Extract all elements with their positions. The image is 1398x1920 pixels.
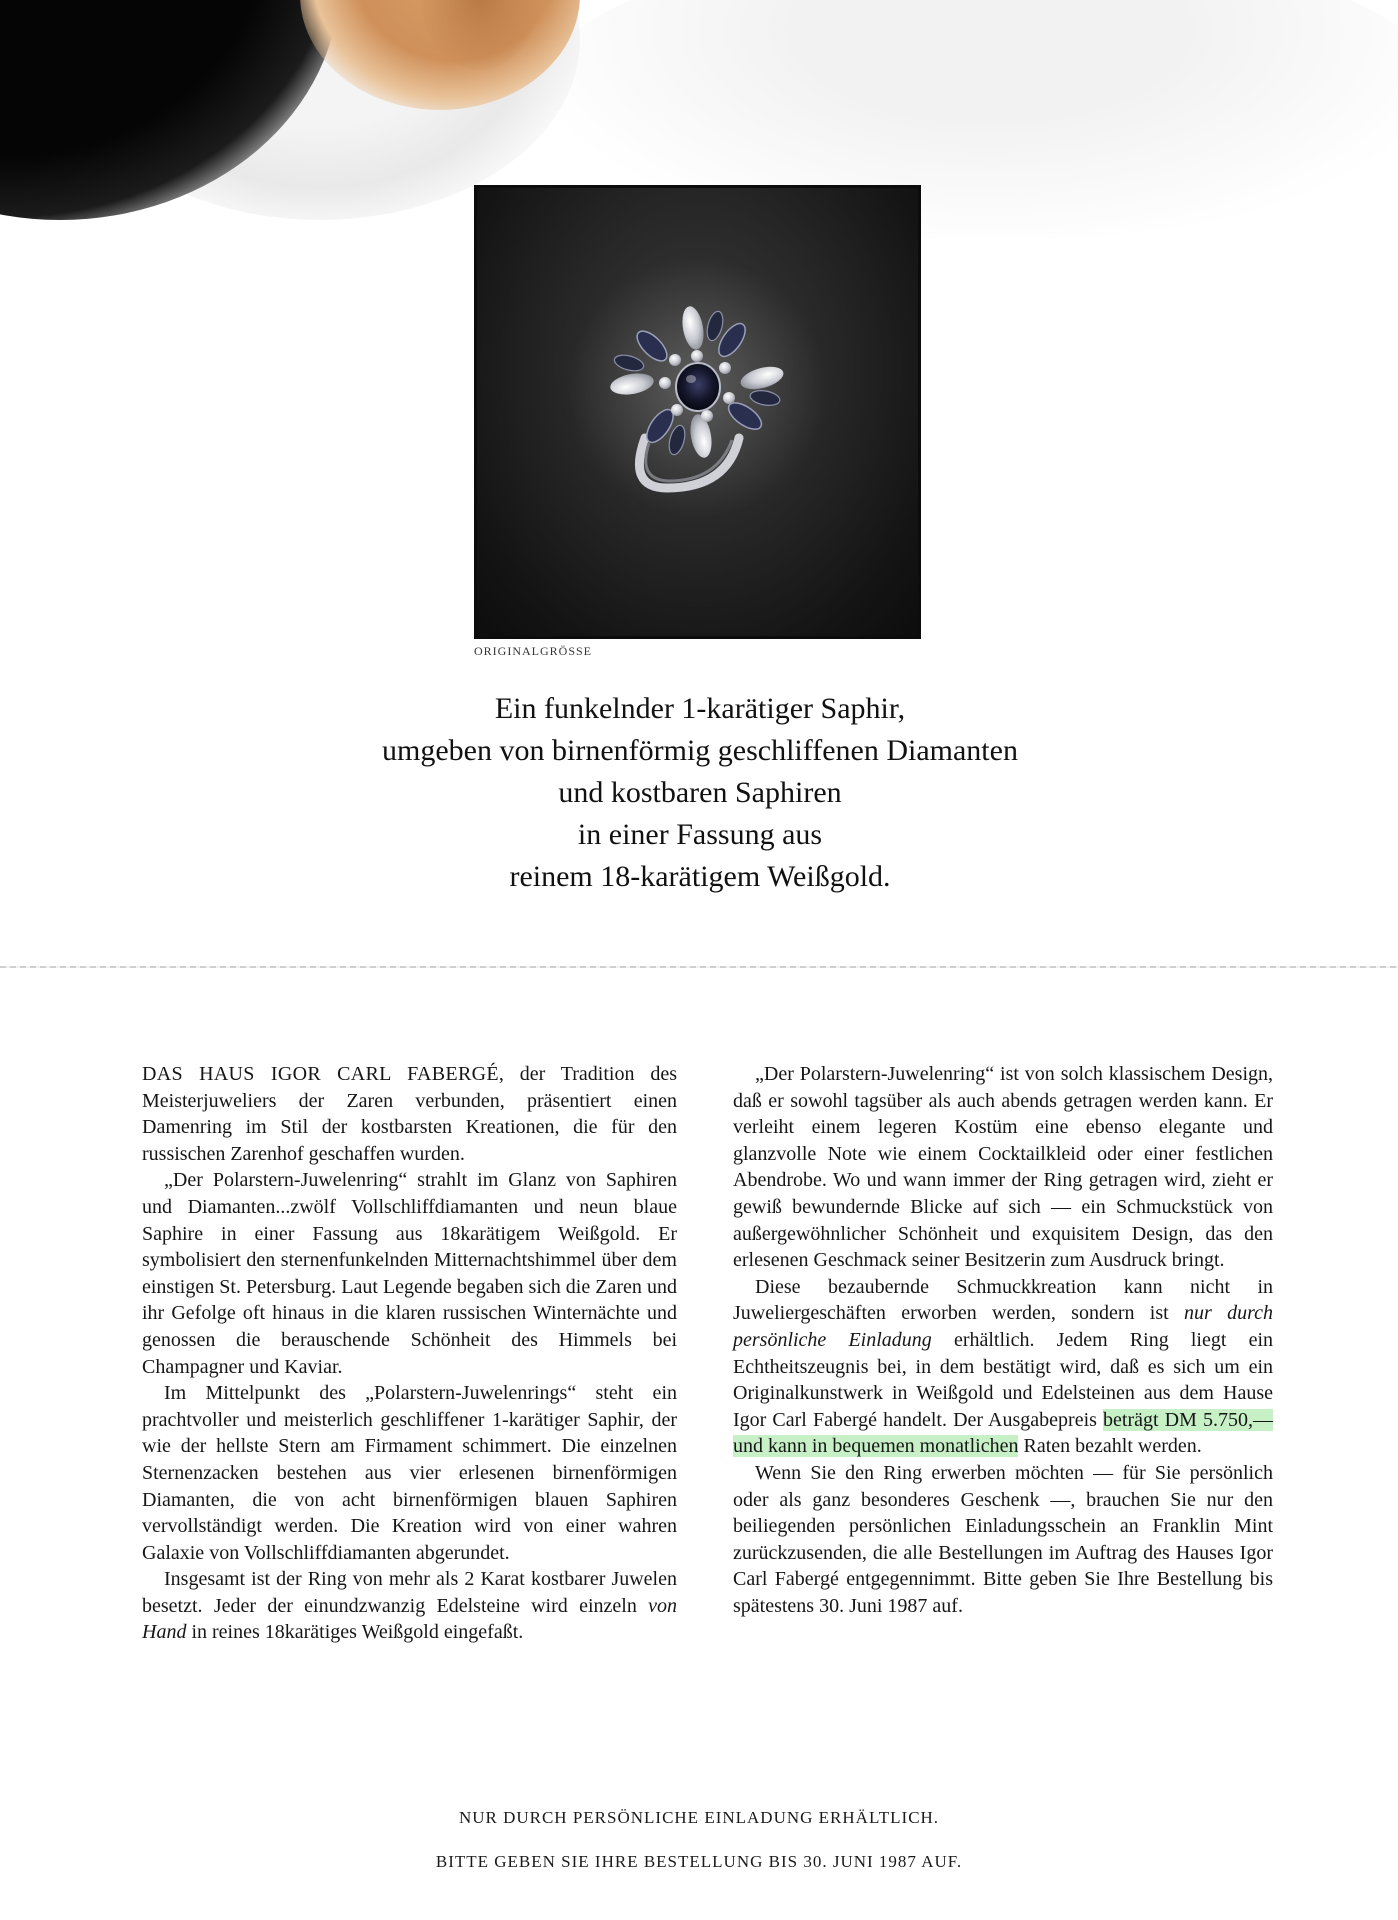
paragraph-text: erhältlich. Jedem Ring liegt ein Echtheitszeugnis bei, in dem bestätigt wird, daß es sich um ein Originalkunstwerk in Weißgold und Edelsteinen aus dem Hause Igor Carl Fabergé handelt. Der Ausgabepreis (733, 1328, 1274, 1431)
paragraph (733, 1274, 1273, 1460)
paragraph-text: , der Tradition des Meisterjuweliers der Zaren verbunden, präsentiert einen Damenring im Stil der kostbarsten Kreationen, die für den russischen Zarenhof geschaffen wurden. (142, 1063, 677, 1165)
footer (0, 1796, 1398, 1884)
ring-photo (474, 185, 921, 639)
paragraph: Wenn Sie den Ring erwerben möchten — für Sie persönlich oder als ganz besonderes Geschenk —, brauchen Sie nur den beiliegenden persönlichen Einladungsschein an Franklin Mint zurückzusenden, die alle Bestellungen im Auftrag des Hauses Igor Carl Fabergé entgegennimmt. Bitte geben Sie Ihre Bestellung bis spätestens 30. Juni 1987 auf. (733, 1461, 1273, 1617)
paragraph (142, 1566, 677, 1646)
headline-line: umgeben von birnenförmig geschliffenen Diamanten (382, 734, 1018, 767)
ring-illustration (477, 188, 918, 636)
paragraph: Im Mittelpunkt des „Polarstern-Juwelenrings“ steht ein prachtvoller und meisterlich geschliffener 1-karätiger Saphir, der wie der hellste Stern am Firmament schimmert. Die einzelnen Sternenzacken bestehen aus vier erlesenen birnenförmigen Diamanten, die von acht birnenförmigen blauen Saphiren vervollständigt werden. Die Kreation wird von einer wahren Galaxie von Vollschliffdiamanten abgerundet. (142, 1382, 677, 1564)
emphasis-text: von Hand (142, 1594, 677, 1644)
price-highlight: beträgt DM 5.750,— und kann in bequemen monatlichen (733, 1408, 1273, 1458)
paragraph: „Der Polarstern-Juwelenring“ strahlt im Glanz von Saphiren und Diamanten...zwölf Vollschliffdiamanten und neun blaue Saphire in einer Fassung aus 18karätigem Weißgold. Er symbolisiert den sternenfunkelnden Mitternachtshimmel über dem einstigen St. Petersburg. Laut Legende begaben sich die Zaren und ihr Gefolge oft hinaus in die klaren russischen Winternächte und genossen die berauschende Schönheit des Himmels bei Champagner und Kaviar. (142, 1169, 677, 1378)
headline-line: und kostbaren Saphiren (558, 776, 842, 809)
original-size-caption: ORIGINALGRÖSSE (474, 644, 593, 658)
body-column-right (733, 1061, 1273, 1619)
emphasis-text: nur durch persönliche Einladung (733, 1302, 1274, 1351)
paragraph-text: in reines 18karätiges Weißgold eingefaßt. (186, 1621, 524, 1644)
brand-name-caps: DAS HAUS IGOR CARL FABERGÉ (142, 1063, 499, 1085)
body-column-left (142, 1061, 677, 1646)
footer-line: NUR DURCH PERSÖNLICHE EINLADUNG ERHÄLTLICH. (458, 1808, 940, 1827)
fold-line (0, 966, 1398, 968)
footer-line: BITTE GEBEN SIE IHRE BESTELLUNG BIS 30. JUNI 1987 AUF. (435, 1852, 963, 1871)
headline-line: in einer Fassung aus (577, 818, 823, 851)
paragraph-text: Insgesamt ist der Ring von mehr als 2 Karat kostbarer Juwelen besetzt. Jeder der einundzwanzig Edelsteine wird einzeln (142, 1568, 677, 1617)
paragraph: „Der Polarstern-Juwelenring“ ist von solch klassischem Design, daß er sowohl tagsüber als auch abends getragen werden kann. Er verleiht einem legeren Kostüm eine ebenso elegante und glanzvolle Note wie einem Cocktailkleid oder einer festlichen Abendrobe. Wo und wann immer der Ring getragen wird, zieht er gewiß bewundernde Blicke auf sich — ein Schmuckstück von außergewöhnlicher Schönheit und exquisitem Design, das den erlesenen Geschmack seiner Besitzerin zum Ausdruck bringt. (733, 1063, 1273, 1272)
paragraph-text: Diese bezaubernde Schmuckkreation kann nicht in Juweliergeschäften erworben werden, sondern ist (733, 1275, 1273, 1325)
paragraph (142, 1061, 677, 1167)
headline-line: reinem 18-karätigem Weißgold. (509, 860, 891, 893)
headline (200, 688, 1200, 898)
paragraph-text: Raten bezahlt werden. (1018, 1435, 1202, 1458)
headline-line: Ein funkelnder 1-karätiger Saphir, (494, 692, 906, 725)
